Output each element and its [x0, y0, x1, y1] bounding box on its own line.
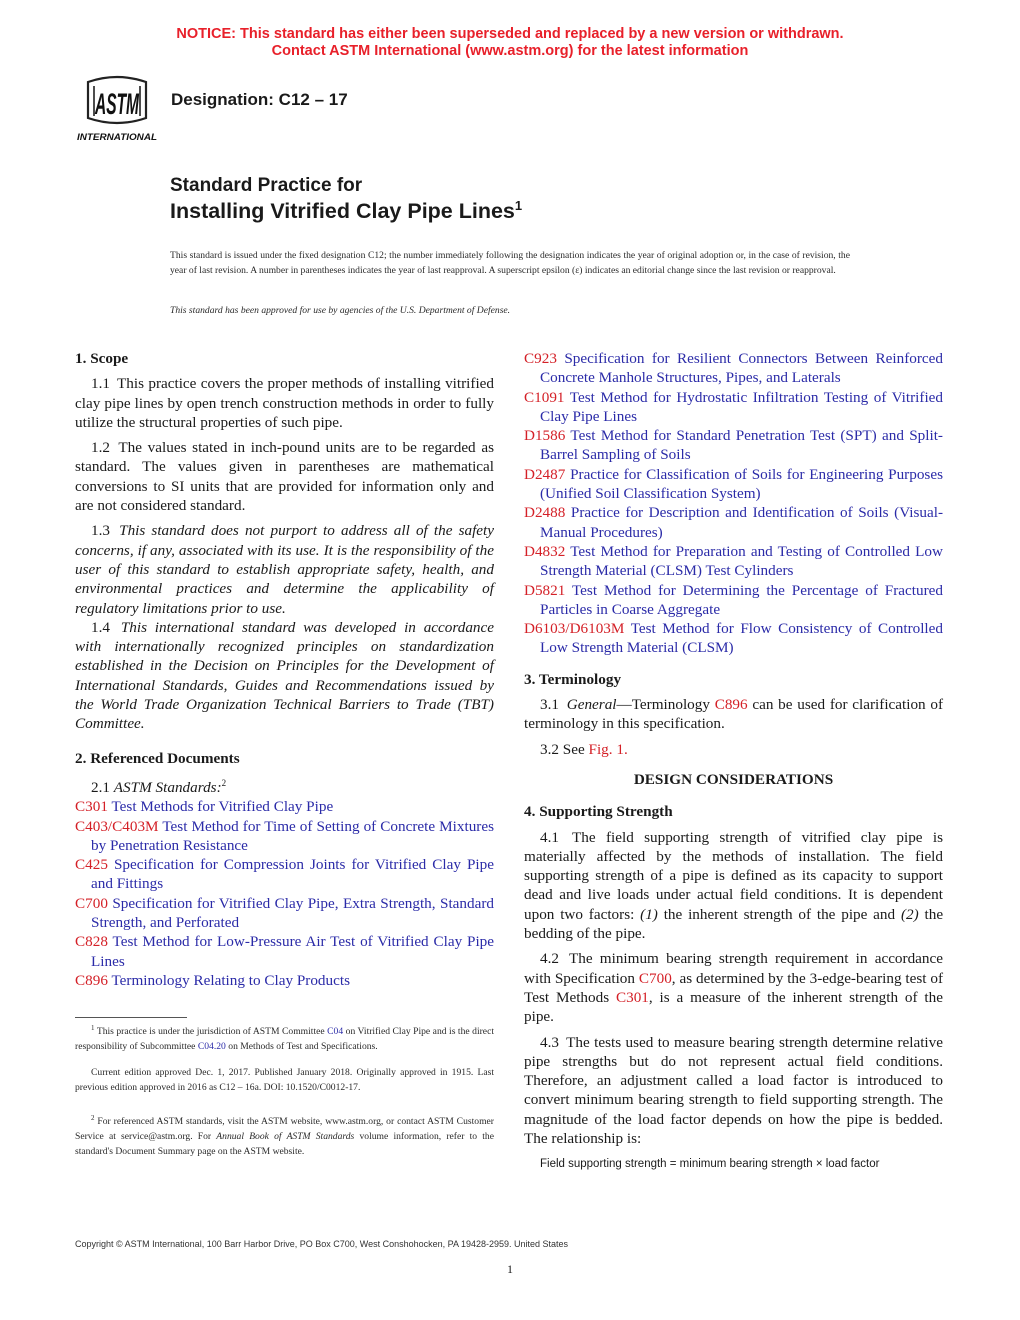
- link-c896[interactable]: C896: [714, 696, 748, 714]
- reference-item[interactable]: [75, 797, 494, 816]
- supporting-para-2: 4.2 The minimum bearing strength requirement in accordance with Specification C700, as determined by the 3-edge-bearing test of Test Methods C301, is a measure of the inherent strength of the pipe.: [524, 950, 944, 1026]
- reference-title[interactable]: Test Methods for Vitrified Clay Pipe: [111, 798, 334, 816]
- reference-list-right: [524, 349, 943, 658]
- link-c700[interactable]: C700: [638, 969, 672, 987]
- reference-code[interactable]: C700: [75, 894, 108, 912]
- reference-code[interactable]: D1586: [524, 427, 566, 445]
- copyright-line: Copyright © ASTM International, 100 Barr Harbor Drive, PO Box C700, West Conshohocken, PA 19428-2959. United States: [75, 1239, 569, 1249]
- reference-code[interactable]: C301: [75, 798, 108, 816]
- references-heading: 2. Referenced Documents: [75, 749, 240, 767]
- designation: Designation: C12 – 17: [171, 90, 348, 109]
- reference-code[interactable]: D2487: [524, 465, 566, 483]
- reference-title[interactable]: Test Method for Flow Consistency of Controlled Low Strength Material (CLSM): [540, 620, 943, 657]
- title-text: Installing Vitrified Clay Pipe Lines: [170, 199, 515, 223]
- scope-para-4: 1.4 This international standard was developed in accordance with internationally recognized principles on standardization established in the Decision on Principles for the Development of International Standards, Guides and Recommendations issued by the World Trade Organization Technical Barriers to Trade (TBT) Committee.: [75, 618, 494, 733]
- footnote-2: $^2$ For referenced ASTM standards, visit the ASTM website, www.astm.org, or contact ASTM Customer Service at service@astm.org. For Annual Book of ASTM Standards volume information, refer to the standard's Document Summary page on the ASTM website.: [75, 1114, 494, 1157]
- reference-code[interactable]: D6103/D6103M: [524, 620, 625, 638]
- reference-item[interactable]: [524, 503, 943, 542]
- reference-title[interactable]: Test Method for Determining the Percentage of Fractured Particles in Coarse Aggregate: [540, 581, 943, 618]
- logo-subtext: INTERNATIONAL: [77, 132, 157, 142]
- footnote-rule: [75, 1017, 187, 1018]
- left-column: [75, 349, 494, 990]
- notice-line-2: Contact ASTM International (www.astm.org) for the latest information: [271, 43, 749, 59]
- scope-heading: 1. Scope: [75, 350, 129, 367]
- reference-code[interactable]: D4832: [524, 542, 566, 560]
- reference-item[interactable]: [524, 581, 943, 620]
- withdrawal-notice: [0, 26, 1020, 60]
- reference-code[interactable]: C425: [75, 856, 108, 874]
- reference-item[interactable]: [524, 349, 943, 388]
- scope-para-1: 1.1 This practice covers the proper methods of installing vitrified clay pipe lines by open trench construction methods in order to fully utilize the structural properties of such pipe.: [75, 375, 494, 431]
- reference-title[interactable]: Terminology Relating to Clay Products: [111, 971, 350, 989]
- references-subheading: 2.1 ASTM Standards:$^2$: [91, 777, 227, 796]
- reference-title[interactable]: Specification for Compression Joints for Vitrified Clay Pipe and Fittings: [91, 856, 494, 893]
- link-fig-1[interactable]: Fig. 1.: [588, 740, 628, 758]
- title-line-2: [170, 199, 522, 224]
- reference-title[interactable]: Specification for Resilient Connectors Between Reinforced Concrete Manhole Structures, Pipes, and Laterals: [540, 350, 944, 387]
- footnote-1: $^1$ This practice is under the jurisdiction of ASTM Committee C04 on Vitrified Clay Pipe and is the direct responsibility of Subcommittee C04.20 on Methods of Test and Specifications.: [75, 1024, 494, 1052]
- notice-line-1: NOTICE: This standard has either been superseded and replaced by a new version or withdrawn.: [176, 26, 844, 42]
- right-column: [524, 349, 943, 1175]
- reference-item[interactable]: [524, 388, 943, 427]
- scope-para-2: 1.2 The values stated in inch-pound units are to be regarded as standard. The values given in parentheses are mathematical conversions to SI units that are provided for information only and are not considered standard.: [75, 439, 494, 515]
- reference-title[interactable]: Practice for Classification of Soils for Engineering Purposes (Unified Soil Classification System): [540, 465, 943, 503]
- reference-item[interactable]: [524, 465, 943, 504]
- reference-title[interactable]: Test Method for Standard Penetration Test (SPT) and Split-Barrel Sampling of Soils: [540, 427, 943, 464]
- title-footnote-mark: 1: [514, 197, 523, 213]
- reference-item[interactable]: [75, 932, 494, 971]
- reference-item[interactable]: [524, 426, 943, 465]
- logo-letters: ASTM: [94, 88, 140, 121]
- reference-list-left: [75, 797, 494, 990]
- reference-code[interactable]: C403/C403M: [75, 817, 159, 835]
- issued-note: This standard is issued under the fixed designation C12; the number immediately following the designation indicates the year of original adoption or, in the case of revision, the year of last revision. A number in parentheses indicates the year of last reapproval. A superscript epsilon (ε) indicates an editorial change since the last revision or reapproval.: [170, 250, 850, 276]
- approved-note: This standard has been approved for use by agencies of the U.S. Department of Defense.: [170, 305, 511, 316]
- reference-title[interactable]: Test Method for Time of Setting of Concrete Mixtures by Penetration Resistance: [91, 817, 494, 854]
- reference-item[interactable]: [75, 855, 494, 894]
- scope-para-3: 1.3 This standard does not purport to address all of the safety concerns, if any, associated with its use. It is the responsibility of the user of this standard to establish appropriate safety, health, and environmental practices and determine the applicability of regulatory limitations prior to use.: [75, 522, 495, 617]
- footnote-1-edition: Current edition approved Dec. 1, 2017. Published January 2018. Originally approved in 1915. Last previous edition approved in 2016 as C12 – 16a. DOI: 10.1520/C0012-17.: [75, 1067, 494, 1093]
- terminology-para-1: 3.1 General—Terminology C896 can be used for clarification of terminology in this specification.: [524, 696, 944, 733]
- page-number: 1: [507, 1262, 513, 1276]
- supporting-strength-heading: 4. Supporting Strength: [524, 803, 673, 821]
- reference-item[interactable]: [75, 971, 494, 990]
- supporting-para-3: 4.3 The tests used to measure bearing strength determine relative pipe strengths but do not represent actual field conditions. Therefore, an adjustment called a load factor is introduced to convert minimum bearing strength to field supporting strength. The magnitude of the load factor depends on how the pipe is bedded. The relationship is:: [524, 1033, 943, 1147]
- reference-code[interactable]: D2488: [524, 504, 566, 522]
- terminology-heading: 3. Terminology: [524, 670, 622, 688]
- terminology-para-2: 3.2 See Fig. 1.: [540, 740, 628, 758]
- reference-title[interactable]: Test Method for Low-Pressure Air Test of Vitrified Clay Pipe Lines: [91, 933, 494, 970]
- reference-code[interactable]: C896: [75, 971, 108, 989]
- reference-item[interactable]: [524, 542, 943, 581]
- astm-logo: [74, 74, 160, 144]
- reference-title[interactable]: Specification for Vitrified Clay Pipe, Extra Strength, Standard Strength, and Perforated: [91, 894, 494, 932]
- reference-code[interactable]: C828: [75, 933, 108, 951]
- load-factor-equation: Field supporting strength = minimum bearing strength × load factor: [540, 1158, 880, 1171]
- link-c04-20[interactable]: C04.20: [197, 1040, 226, 1052]
- design-considerations-heading: DESIGN CONSIDERATIONS: [633, 770, 834, 788]
- reference-title[interactable]: Practice for Description and Identification of Soils (Visual-Manual Procedures): [540, 504, 944, 541]
- reference-item[interactable]: [75, 817, 494, 856]
- reference-code[interactable]: C1091: [524, 388, 565, 406]
- reference-item[interactable]: [524, 619, 943, 658]
- reference-item[interactable]: [75, 894, 494, 933]
- reference-code[interactable]: C923: [524, 350, 557, 367]
- title-line-1: Standard Practice for: [170, 175, 363, 196]
- reference-title[interactable]: Test Method for Preparation and Testing of Controlled Low Strength Material (CLSM) Test Cylinders: [540, 542, 943, 580]
- link-c04[interactable]: C04: [327, 1026, 344, 1038]
- reference-code[interactable]: D5821: [524, 581, 566, 599]
- link-c301[interactable]: C301: [615, 988, 649, 1006]
- reference-title[interactable]: Test Method for Hydrostatic Infiltration Testing of Vitrified Clay Pipe Lines: [540, 388, 944, 425]
- supporting-para-1: 4.1 The field supporting strength of vitrified clay pipe is materially affected by the methods of installation. The field supporting strength of a pipe is defined as its capacity to support dead and live loads under actual field conditions. It is dependent upon two factors: (1) the inherent strength of the pipe and (2) the bedding of the pipe.: [524, 828, 944, 943]
